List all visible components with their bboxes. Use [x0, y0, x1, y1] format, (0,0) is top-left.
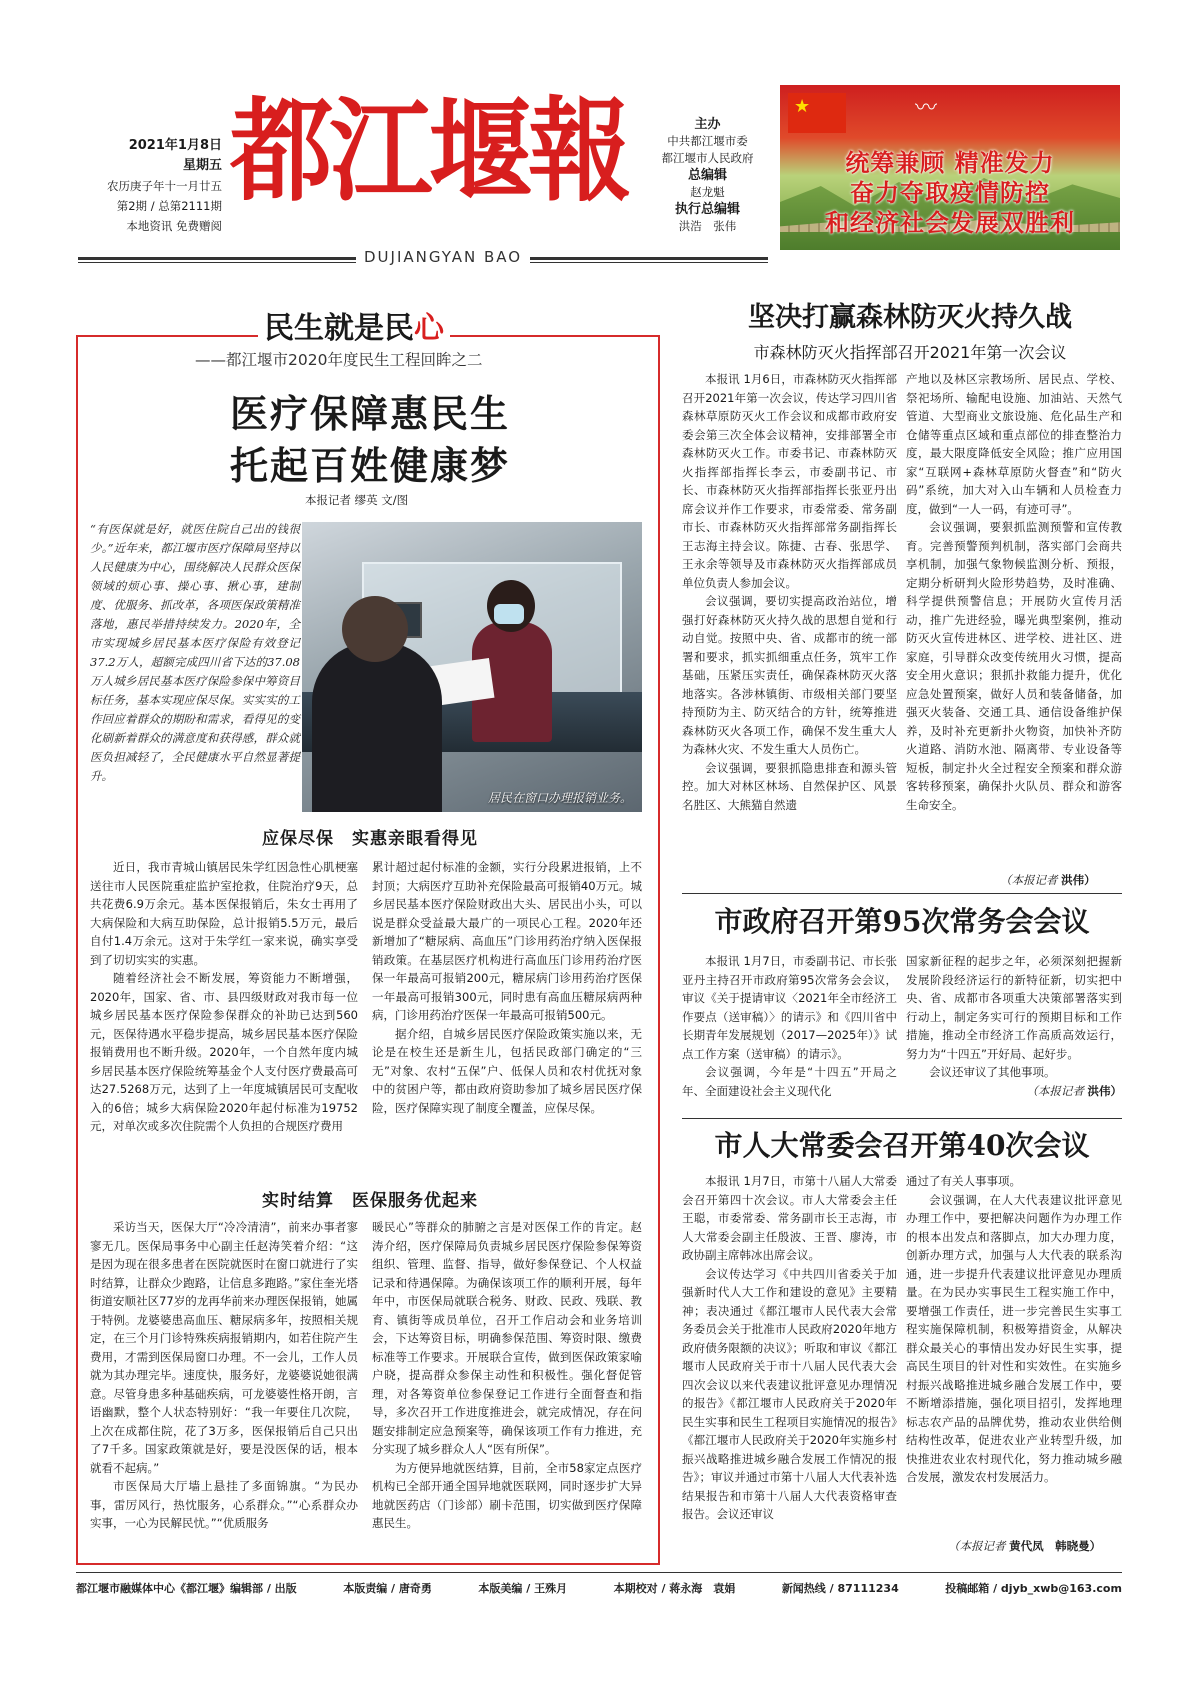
- article3-col-2: [906, 1172, 1122, 1487]
- paragraph: 产地以及林区宗教场所、居民点、学校、祭祀场所、输配电设施、加油站、天然气管道、大型商业文旅设施、危化品生产和仓储等重点区域和重点部位的排查整治力度，最大限度降低安全风险；推广应用国家“互联网+森林草原防火督查”和“防火码”系统，加大对入山车辆和人员检查力度，做到“一人一码，有迹可寻”。: [906, 372, 1122, 516]
- paragraph: 近日，我市青城山镇居民朱学红因急性心肌梗塞送往市人民医院重症监护室抢救，住院治疗9天，总共花费6.9万余元。基本医保报销后，朱女士再用了大病保险和大病互助保险，总计报销5.5万元，最后自付1.4万余元。这对于朱学红一家来说，确实享受到了切切实实的实惠。: [90, 860, 358, 967]
- lunar-date: 农历庚子年十一月廿五: [107, 179, 222, 193]
- promo-line-3: 和经济社会发展双胜利: [825, 208, 1075, 237]
- dove-icon: 〰: [915, 96, 938, 121]
- paragraph: 本报讯 1月7日，市第十八届人大常委会召开第四十次会议。市人大常委会主任王聪，市委常委、常务副市长王志海，市人大常委会副主任殷波、王晋、廖涛，市政协副主席韩冰出席会议。: [682, 1174, 897, 1262]
- kicker-heart-char: 心: [414, 311, 444, 346]
- issue-weekday: 星期五: [182, 158, 222, 173]
- photo-resident-head: [342, 596, 408, 662]
- article-divider: [682, 893, 1122, 894]
- sponsor-government: 都江堰市人民政府: [661, 151, 754, 165]
- paragraph: 随着经济社会不断发展，筹资能力不断增强，2020年，国家、省、市、县四级财政对我市每一位城乡居民基本医疗保险参保群众的补助已达到560元，医保待遇水平稳步提高，城乡居民基本医疗保险报销费用也不断升级。2020年，一个自然年度内城乡居民基本医疗保险统筹基金个人支付医疗费最高可达27.5268万元，达到了上一年度城镇居民可支配收入的6倍；城乡大病保险2020年起付标准为19752元，对单次或多次住院需个人负担的合规医疗费用: [90, 971, 358, 1133]
- feature-headline: [210, 388, 530, 492]
- paragraph: 会议强调，要切实提高政治站位，增强打好森林防灭火持久战的思想自觉和行动自觉。按照中央、省、成都市的统一部署和要求，抓实抓细重点任务，筑牢工作基础，压紧压实责任，确保森林防灭火落地落实。各涉林镇街、市级相关部门要坚持预防为主、防灭结合的方针，统筹推进森林防灭火各项工作，确保不发生重大人为森林火灾、不发生重大人员伤亡。: [682, 594, 897, 756]
- paragraph: 会议强调，要狠抓隐患排查和源头管控。加大对林区林场、自然保护区、风景名胜区、大熊猫自然遗: [682, 760, 897, 812]
- national-flag-icon: [788, 93, 846, 133]
- sponsor-party: 中共都江堰市委: [667, 134, 748, 148]
- feature-intro: “有医保就是好，就医住院自己出的钱很少。”近年来，都江堰市医疗保障局坚持以人民健康为中心，围绕解决人民群众医保领域的烦心事、操心事、揪心事，建制度、优服务、抓改革，各项医保政策精准落地，惠民举措持续发力。2020年，全市实现城乡居民基本医疗保险有效登记37.2万人，超额完成四川省下达的37.08万人城乡居民基本医疗保险参保中筹资目标任务，基本实现应保尽保。实实实的工作回应着群众的期盼和需求，看得见的变化刷新着群众的满意度和获得感，群众就医负担减轻了，全民健康水平自然显著提升。: [90, 522, 300, 783]
- photo-caption: 居民在窗口办理报销业务。: [487, 791, 632, 805]
- newspaper-pinyin: DUJIANGYAN BAO: [356, 248, 530, 266]
- newspaper-title: 都江堰報: [230, 86, 628, 217]
- feature-series: ——都江堰市2020年度民生工程回眸之二: [195, 351, 483, 369]
- feature-col-3: [90, 1218, 358, 1533]
- footer-email[interactable]: 投稿邮箱 / djyb_xwb@163.com: [945, 1582, 1122, 1595]
- article2-col-1: [682, 952, 897, 1100]
- footer-rule: [76, 1572, 1122, 1573]
- photo-resident: [312, 642, 442, 812]
- exec-editor: 洪浩 张伟: [678, 219, 737, 233]
- issue-number: 第2期 / 总第2111期: [116, 199, 222, 213]
- paragraph: 会议传达学习《中共四川省委关于加强新时代人大工作和建设的意见》主要精神；表决通过《都江堰市人民代表大会常务委员会关于批准市人民政府2020年地方政府债务限额的决议》；听取和审议《都江堰市人民政府关于市十八届人民代表大会四次会议以来代表建议批评意见办理情况的报告》《都江堰市人民政府关于2020年民生实事和民生工程项目实施情况的报告》《都江堰市人民政府关于2020年实施乡村振兴战略推进城乡融合发展工作情况的报告》；审议并通过市第十八届人大代表补选结果报告和市第十八届人大代表资格审查报告。会议还审议: [682, 1266, 897, 1521]
- footer-designer: 本版美编 / 王殊月: [478, 1582, 568, 1595]
- article1-col-1: [682, 370, 897, 814]
- paragraph: 市医保局大厅墙上悬挂了多面锦旗。“为民办事，雷厉风行，热忱服务，心系群众。”“心系群众办实事，一心为民解民忧。”“优质服务: [90, 1479, 358, 1530]
- article1-subhead: 市森林防灭火指挥部召开2021年第一次会议: [753, 343, 1067, 362]
- credit-name: 洪伟）: [1087, 1083, 1122, 1098]
- subhead-2: 实时结算 医保服务优起来: [262, 1191, 478, 1211]
- footer: [76, 1580, 1122, 1596]
- issue-date: 2021年1月8日: [128, 138, 222, 153]
- article1-credit: [1000, 872, 1096, 888]
- paragraph: 会议强调，在人大代表建议批评意见办理工作中，要把解决问题作为办理工作的根本出发点和落脚点，加大办理力度，创新办理方式，加强与人大代表的联系沟通，进一步提升代表建议批评意见办理质量。在为民办实事民生工程实施工作中，要增强工作责任，进一步完善民生实事工程实施保障机制，积极筹措资金，从解决群众最关心的事情出发办好民生实事，提高民生项目的针对性和实效性。在实施乡村振兴战略推进城乡融合发展工作中，要不断增添措施，强化项目招引，发挥地理标志农产品的品牌优势，推动农业供给侧结构性改革，促进农业产业转型升级，加快推进农业农村现代化，努力推动城乡融合发展，激发农村发展活力。: [906, 1192, 1122, 1484]
- flag-star-icon: ★: [794, 96, 811, 117]
- article1-col-2: [906, 370, 1122, 814]
- article-divider: [682, 1118, 1122, 1119]
- article3-col-1: [682, 1172, 897, 1524]
- promo-banner: [780, 85, 1120, 250]
- paragraph: 本报讯 1月7日，市委副书记、市长张亚丹主持召开市政府第95次常务会会议，审议《关于提请审议〈2021年全市经济工作要点（送审稿）〉的请示》和《四川省中长期青年发展规划（2017—2025年）》试点工作方案（送审稿）的请示》。: [682, 954, 897, 1061]
- article2-credit: [906, 1082, 1122, 1101]
- paragraph: 会议强调，今年是“十四五”开局之年、全面建设社会主义现代化: [682, 1065, 897, 1098]
- article2-col-2: [906, 952, 1122, 1100]
- feature-col-1: [90, 858, 358, 1136]
- paragraph: 会议强调，要狠抓监测预警和宣传教育。完善预警预判机制，落实部门会商共享机制，加强气象物候监测分析、预报，定期分析研判火险形势趋势，及时准确、科学提供预警信息；开展防火宣传月活动，推广先进经验，曝光典型案例，推动防灭火宣传进林区、进学校、进社区、进家庭，引导群众改变传统用火习惯，提高安全用火意识；狠抓扑救能力提升，优化应急处置预案，做好人员和装备储备，加强灭火装备、交通工具、通信设备维护保养，及时补充更新扑火物资，加快补齐防火道路、消防水池、隔离带、专业设备等短板，制定扑火全过程安全预案和群众游客转移预案，确保扑火队员、群众和游客生命安全。: [906, 520, 1122, 812]
- article3-credit: [948, 1538, 1101, 1554]
- footer-proofreader: 本期校对 / 蒋永海 袁娟: [613, 1582, 736, 1595]
- paragraph: 暖民心”等群众的肺腑之言是对医保工作的肯定。赵涛介绍，医疗保障局负责城乡居民医疗保险参保筹资组织、管理、监督、指导，做好参保登记、个人权益记录和待遇保障。为确保该项工作的顺利开展，每年年中，市医保局就联合税务、财政、民政、残联、教育、镇街等成员单位，召开工作启动会和业务培训会，下达筹资目标，明确参保范围、筹资时限、缴费标准等工作要求。开展联合宣传，做到医保政策家喻户晓，提高群众参保主动性和积极性。强化督促管理，对各筹资单位参保登记工作进行全面督查和指导，多次召开工作进度推进会，就完成情况，存在问题安排制定应急预案等，确保该项工作有力推进，充分实现了城乡群众人人“医有所保”。: [372, 1220, 642, 1456]
- credit-name: 洪伟）: [1061, 873, 1096, 887]
- promo-line-1: 统筹兼顾 精准发力: [845, 148, 1055, 177]
- paragraph: 为方便异地就医结算，目前，全市58家定点医疗机构已全部开通全国异地就医联网，同时逐步扩大异地就医药店（门诊部）刷卡范围，切实做到医疗保障惠民生。: [372, 1460, 642, 1530]
- promo-line-2: 奋力夺取疫情防控: [850, 178, 1050, 207]
- feature-photo: [302, 522, 642, 812]
- feature-col-4: [372, 1218, 642, 1533]
- headline-line-2: 托起百姓健康梦: [229, 443, 510, 488]
- paragraph: 累计超过起付标准的金额，实行分段累进报销，上不封顶；大病医疗互助补充保险最高可报销40万元。城乡居民基本医疗保险财政出大头、居民出小头，可以说是群众受益最大最广的一项民心工程。2020年还新增加了“糖尿病、高血压”门诊用药治疗纳入医保报销政策。在基层医疗机构进行高血压门诊用药治疗医保一年最高可报销200元，糖尿病门诊用药治疗医保一年最高可报销300元，同时患有高血压糖尿病两种病，门诊用药治疗医保一年最高可报销500元。: [372, 860, 642, 1022]
- article3-headline: 市人大常委会召开第40次会议: [714, 1129, 1090, 1162]
- footer-editor: 本版责编 / 唐奇勇: [343, 1582, 432, 1595]
- sponsor-label: 主办: [694, 117, 721, 132]
- paragraph: 通过了有关人事事项。: [906, 1174, 1021, 1188]
- feature-kicker: [258, 303, 450, 347]
- paragraph: 本报讯 1月6日，市森林防灭火指挥部召开2021年第一次会议，传达学习四川省森林草原防灭火工作会议和成都市政府安委会第三次全体会议精神，安排部署全市森林防灭火工作。市委书记、市森林防灭火指挥部指挥长李云，市委副书记、市长、市森林防灭火指挥部指挥长张亚丹出席会议并作工作要求，市委常委、常务副市长、市森林防灭火指挥部常务副指挥长王志海主持会议。陈捷、古春、张思学、王永余等领导及市森林防灭火指挥部成员单位负责人参加会议。: [682, 372, 897, 590]
- masthead-sponsor: [650, 116, 765, 235]
- credit-label: （本报记者: [948, 1539, 1006, 1553]
- exec-editor-label: 执行总编辑: [674, 202, 740, 217]
- masthead-info: [92, 136, 222, 236]
- chief-editor-label: 总编辑: [687, 168, 727, 183]
- kicker-text: 民生就是民: [264, 311, 414, 346]
- paragraph: 国家新征程的起步之年，必须深刻把握新发展阶段经济运行的新特征新，切实把中央、省、成都市各项重大决策部署落实到行动上，制定务实可行的预期目标和工作措施，推动全市经济工作高质高效运行，努力为“十四五”开好局、起好步。: [906, 954, 1122, 1061]
- subhead-1: 应保尽保 实惠亲眼看得见: [262, 829, 478, 849]
- chief-editor: 赵龙魁: [690, 185, 725, 199]
- photo-mask: [494, 604, 524, 624]
- footer-publisher: 都江堰市融媒体中心《都江堰》编辑部 / 出版: [76, 1582, 297, 1595]
- feature-byline: 本报记者 缪英 文/图: [305, 493, 409, 507]
- article2-headline: 市政府召开第95次常务会会议: [714, 905, 1090, 938]
- credit-name: 黄代凤 韩晓曼）: [1009, 1539, 1102, 1553]
- footer-hotline: 新闻热线 / 87111234: [781, 1582, 899, 1595]
- article1-headline: 坚决打赢森林防灭火持久战: [748, 302, 1072, 333]
- paragraph: 采访当天，医保大厅“冷冷清清”，前来办事者寥寥无几。医保局事务中心副主任赵涛笑着介绍：“这是因为现在很多患者在医院就医时在窗口就进行了实时结算，让群众少跑路，让信息多跑路。”家住奎光塔街道安顺社区77岁的龙再华前来办理医保报销，她属于特例。龙婆婆患高血压、糖尿病多年，按照相关规定，在三个月门诊特殊疾病报销期内，如若住院产生费用，才需到医保局窗口办理。不一会儿，工作人员就为其办理完毕。速度快，服务好，龙婆婆说她很满意。尽管身患多种基础疾病，可龙婆婆性格开朗，言语幽默，整个人状态特别好：“我一年要住几次院，上次在成都住院，花了3万多，医保报销后自己只出了7千多。国家政策就是好，要是没医保的话，根本就看不起病。”: [90, 1220, 358, 1475]
- paragraph: 会议还审议了其他事项。: [929, 1065, 1056, 1079]
- paragraph: 据介绍，自城乡居民医疗保险政策实施以来，无论是在校生还是新生儿，包括民政部门确定的“三无”对象、农村“五保”户、低保人员和农村优抚对象中的贫困户等，都由政府资助参加了城乡居民医疗保险，医疗保障实现了制度全覆盖，应保尽保。: [372, 1026, 642, 1115]
- credit-label: （本报记者: [1026, 1083, 1084, 1098]
- headline-line-1: 医疗保障惠民生: [229, 391, 510, 436]
- free-note: 本地资讯 免费赠阅: [126, 219, 222, 233]
- feature-col-2: [372, 858, 642, 1117]
- credit-label: （本报记者: [1000, 873, 1058, 887]
